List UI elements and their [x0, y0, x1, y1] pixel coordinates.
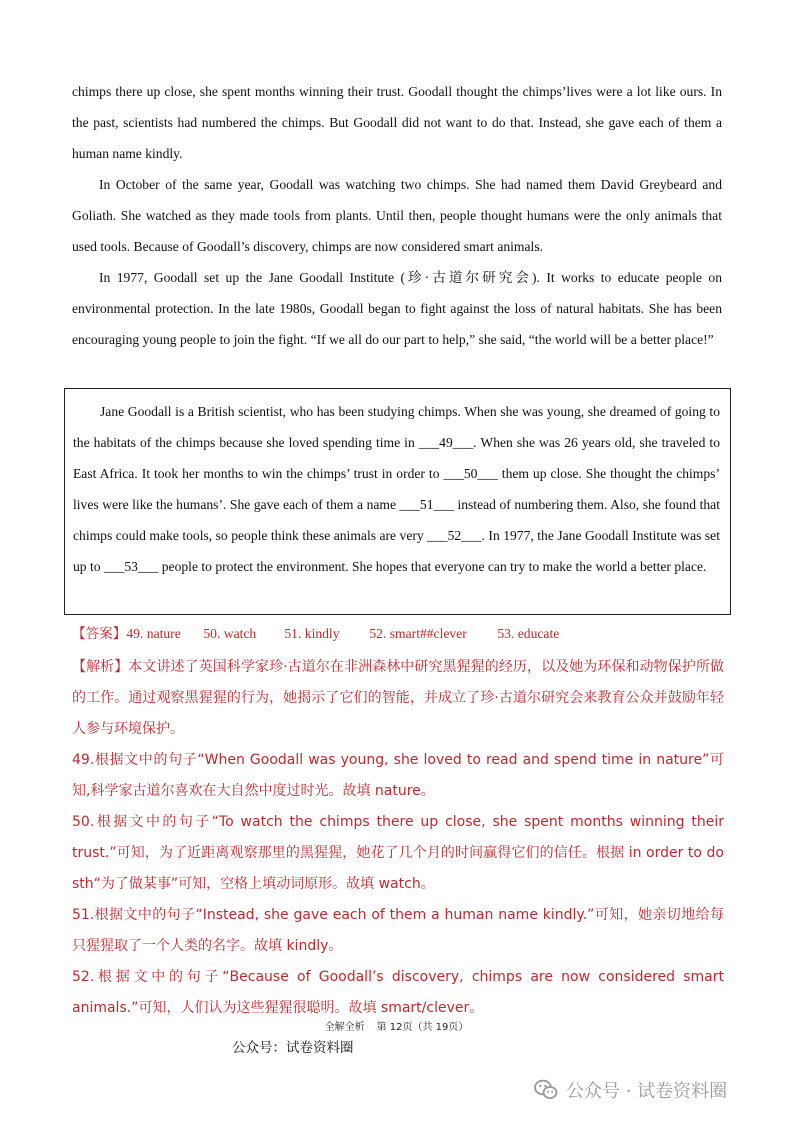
answer-50: 50. watch	[203, 626, 257, 641]
answer-49: 49. nature	[126, 626, 181, 641]
answer-line	[72, 622, 559, 646]
summary-box	[64, 388, 731, 615]
summary-text: Jane Goodall is a British scientist, who has been studying chimps. When she was young, she dreamed of going to the habitats of the chimps because she loved spending time in ___49___. When she was 26 years old, she traveled to East Africa. It took her months to win the chimps’ trust in order to ___50___ them up close. She thought the chimps’ lives were like the humans’. She gave each of them a name ___51___ instead of numbering them. Also, she found that chimps could make tools, so people think these animals are very ___52___. In 1977, the Jane Goodall Institute was set up to ___53___ people to protect the environment. She hopes that everyone can try to make the world a better place.	[73, 404, 720, 574]
passage-paragraph-3: In 1977, Goodall set up the Jane Goodall Institute (珍·古道尔研究会). It works to educate people on environmental protection. In the late 1980s, Goodall began to fight against the loss of natural habitats. She has been encouraging young people to join the fight. “If we all do our part to help,” she said, “the world will be a better place!”	[72, 270, 722, 347]
account-label: 公众号：试卷资料圈	[232, 1040, 354, 1056]
wechat-icon	[534, 1079, 558, 1101]
passage-paragraph-2: In October of the same year, Goodall was watching two chimps. She had named them David Greybeard and Goliath. She watched as they made tools from plants. Until then, people thought humans were the only animals that used tools. Because of Goodall’s discovery, chimps are now considered smart animals.	[72, 177, 722, 254]
reading-passage	[72, 76, 722, 355]
analysis-52: 52.根据文中的句子“Because of Goodall’s discovery, chimps are now considered smart animals.”可知，人们认为这些猩猩很聪明。故填 smart/clever。	[72, 969, 724, 1016]
watermark	[534, 1076, 727, 1104]
analysis-49: 49.根据文中的句子“When Goodall was young, she loved to read and spend time in nature”可知,科学家古道尔喜欢在大自然中度过时光。故填 nature。	[72, 752, 724, 799]
analysis-50: 50.根据文中的句子“To watch the chimps there up close, she spent months winning their trust.”可知，为了近距离观察那里的黑猩猩，她花了几个月的时间赢得它们的信任。根据 in order to do sth“为了做某事”可知，空格上填动词原形。故填 watch。	[72, 814, 724, 892]
watermark-text: 公众号 · 试卷资料圈	[566, 1081, 728, 1102]
passage-paragraph-1: chimps there up close, she spent months winning their trust. Goodall thought the chimps’lives were a lot like ours. In the past, scientists had numbered the chimps. But Goodall did not want to do that. Instead, she gave each of them a human name kindly.	[72, 84, 722, 161]
answer-label: 【答案】	[72, 626, 127, 641]
answer-52: 52. smart##clever	[369, 626, 467, 641]
analysis-section	[72, 652, 724, 1024]
analysis-51: 51.根据文中的句子“Instead, she gave each of them a human name kindly.”可知，她亲切地给每只猩猩取了一个人类的名字。故填 kindly。	[72, 907, 724, 954]
footer-left: 全解全析	[324, 1022, 365, 1033]
footer-page-number: 第 12页（共 19页）	[376, 1022, 469, 1033]
page-footer	[0, 1018, 793, 1033]
answer-53: 53. educate	[497, 626, 560, 641]
answer-51: 51. kindly	[284, 626, 340, 641]
analysis-intro: 【解析】本文讲述了英国科学家珍·古道尔在非洲森林中研究黑猩猩的经历，以及她为环保和动物保护所做的工作。通过观察黑猩猩的行为，她揭示了它们的智能，并成立了珍·古道尔研究会来教育公众并鼓励年轻人参与环境保护。	[72, 659, 724, 737]
